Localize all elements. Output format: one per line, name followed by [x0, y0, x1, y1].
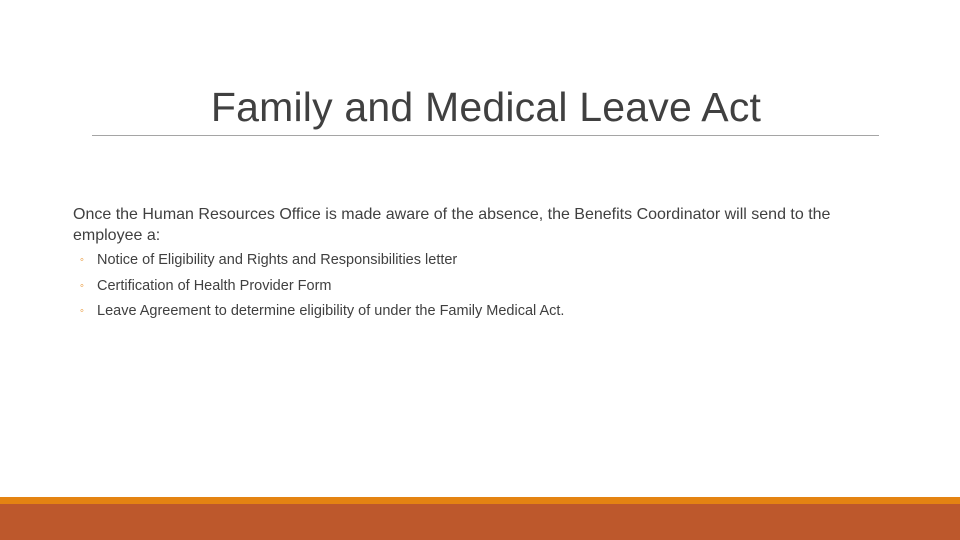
bullet-icon: ◦ — [80, 279, 84, 292]
slide-title: Family and Medical Leave Act — [210, 84, 762, 130]
footer-band — [0, 504, 960, 540]
list-item — [80, 301, 780, 327]
bullet-text: Notice of Eligibility and Rights and Responsibilities letter — [97, 252, 458, 268]
bullet-list — [80, 250, 780, 327]
list-item — [80, 250, 780, 276]
bullet-icon: ◦ — [80, 305, 84, 317]
body-paragraph: Once the Human Resources Office is made aware of the absence, the Benefits Coordinator will send to the employee a: — [73, 206, 831, 244]
footer-accent-stripe — [0, 497, 960, 504]
bullet-icon: ◦ — [80, 254, 84, 266]
bullet-text: Certification of Health Provider Form — [97, 277, 332, 294]
list-item — [80, 276, 780, 302]
bullet-text: Leave Agreement to determine eligibility of under the Family Medical Act. — [97, 303, 565, 319]
title-divider — [92, 135, 879, 136]
